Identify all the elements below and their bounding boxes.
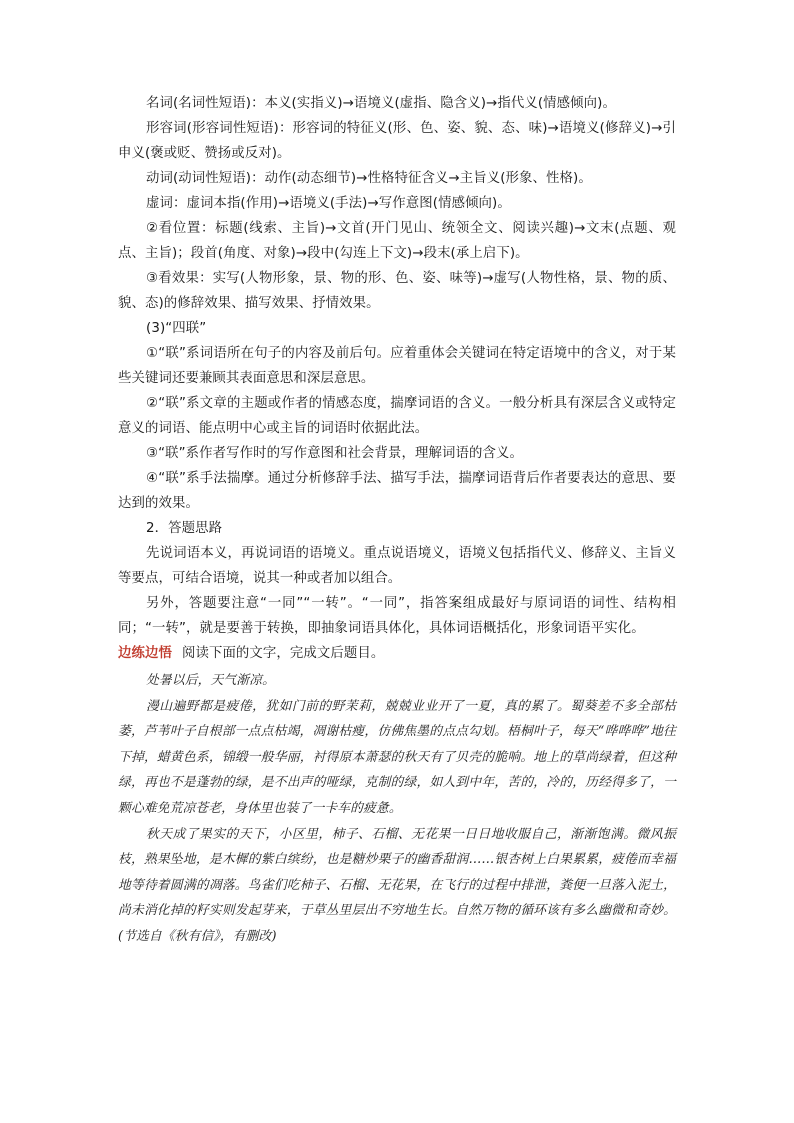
passage-paragraph-1: 处暑以后，天气渐凉。 xyxy=(146,673,275,688)
paragraph-adjective: 形容词(形容词性短语)：形容词的特征义(形、色、姿、貌、态、味)→语境义(修辞义)→引申义(褒或贬、赞扬或反对)。 xyxy=(118,121,676,161)
passage-paragraph-2: 漫山遍野都是疲倦，犹如门前的野茉莉，兢兢业业开了一夏，真的累了。蜀葵差不多全部枯萎，芦苇叶子自根部一点点枯竭，凋谢枯瘦，仿佛焦墨的点点勾划。梧桐叶子，每天“哗哗哗”地往下掉，蜡黄色系，锦缎一般华丽，衬得原本萧瑟的秋天有了贝壳的脆响。地上的草尚绿着，但这种绿，再也不是蓬勃的绿，是不出声的哑绿，克制的绿，如人到中年，苦的，冷的，历经得多了，一颗心难免荒凉苍老，身体里也装了一卡车的疲惫。 xyxy=(118,698,676,816)
paragraph-function-word: 虚词：虚词本指(作用)→语境义(手法)→写作意图(情感倾向)。 xyxy=(146,196,511,211)
practice-heading xyxy=(118,641,676,666)
document-body xyxy=(118,91,676,950)
paragraph-link-4: ④“联”系手法揣摩。通过分析修辞手法、描写手法，揣摩词语背后作者要表达的意思、要达到的效果。 xyxy=(118,471,676,511)
practice-label: 边练边悟 xyxy=(118,646,172,661)
paragraph-approach-2: 另外，答题要注意“一同”“一转”。“一同”，指答案组成最好与原词语的词性、结构相同；“一转”，就是要善于转换，即抽象词语具体化，具体词语概括化，形象词语平实化。 xyxy=(118,596,676,636)
paragraph-link-2: ②“联”系文章的主题或作者的情感态度，揣摩词语的含义。一般分析具有深层含义或特定意义的词语、能点明中心或主旨的词语时依据此法。 xyxy=(118,396,676,436)
reading-passage xyxy=(118,668,676,950)
section-four-links: (3)“四联” xyxy=(146,321,207,336)
paragraph-approach-1: 先说词语本义，再说词语的语境义。重点说语境义，语境义包括指代义、修辞义、主旨义等要点，可结合语境，说其一种或者加以组合。 xyxy=(118,546,676,586)
passage-paragraph-3: 秋天成了果实的天下，小区里，柿子、石榴、无花果一日日地收服自己，渐渐饱满。微风振枝，熟果坠地，是木樨的紫白缤纷，也是糖炒栗子的幽香甜润……银杏树上白果累累，疲倦而幸福地等待着圆满的凋落。鸟雀们吃柿子、石榴、无花果，在飞行的过程中排泄，粪便一旦落入泥土，尚未消化掉的籽实则发起芽来，于草丛里层出不穷地生长。自然万物的循环该有多么幽微和奇妙。(节选自《秋有信》，有删改) xyxy=(118,826,676,944)
paragraph-effect: ③看效果：实写(人物形象，景、物的形、色、姿、味等)→虚写(人物性格，景、物的质、貌、态)的修辞效果、描写效果、抒情效果。 xyxy=(118,271,676,311)
practice-instruction: 阅读下面的文字，完成文后题目。 xyxy=(181,646,385,661)
paragraph-position: ②看位置：标题(线索、主旨)→文首(开门见山、统领全文、阅读兴趣)→文末(点题、观点、主旨)；段首(角度、对象)→段中(勾连上下文)→段末(承上启下)。 xyxy=(118,221,676,261)
paragraph-noun: 名词(名词性短语)：本义(实指义)→语境义(虚指、隐含义)→指代义(情感倾向)。 xyxy=(146,96,616,111)
paragraph-verb: 动词(动词性短语)：动作(动态细节)→性格特征含义→主旨义(形象、性格)。 xyxy=(146,171,592,186)
paragraph-link-3: ③“联”系作者写作时的写作意图和社会背景，理解词语的含义。 xyxy=(146,446,523,461)
section-answer-approach: 2．答题思路 xyxy=(146,521,223,536)
paragraph-link-1: ①“联”系词语所在句子的内容及前后句。应着重体会关键词在特定语境中的含义，对于某些关键词还要兼顾其表面意思和深层意思。 xyxy=(118,346,676,386)
